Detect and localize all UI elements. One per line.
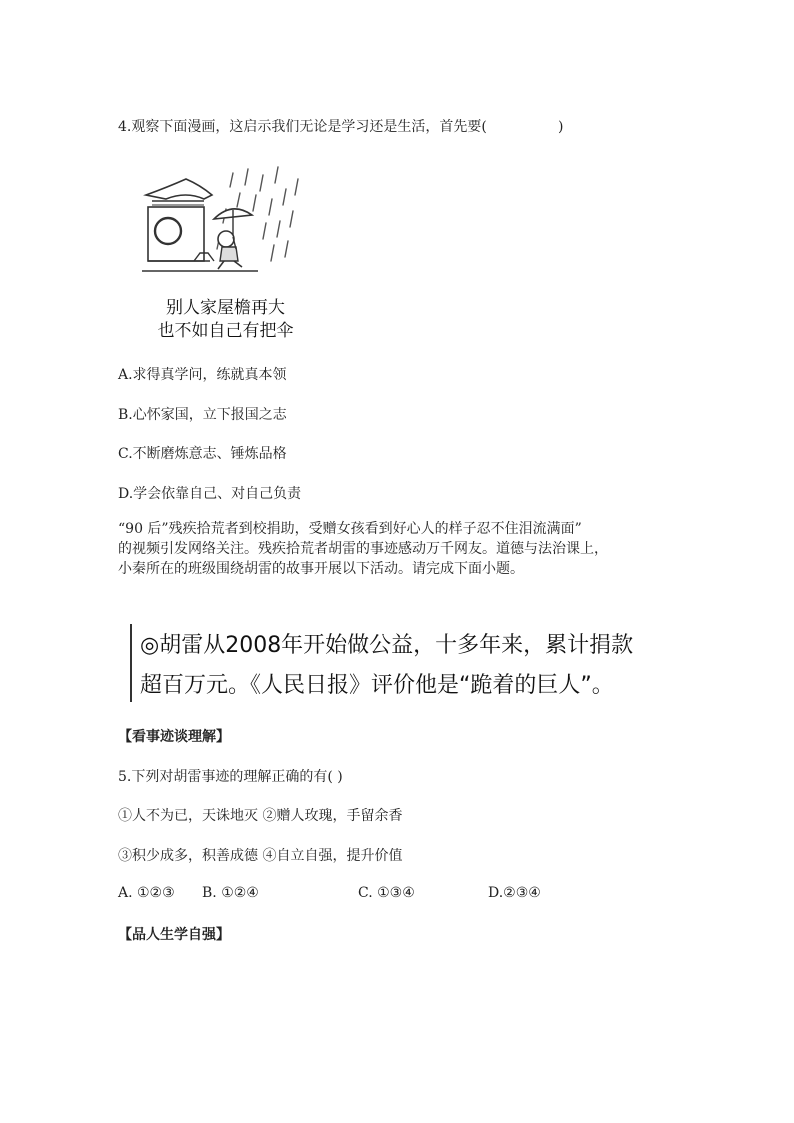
section-heading-1: 【看事迹谈理解】 bbox=[118, 729, 230, 745]
passage-line-2: 的视频引发网络关注。残疾拾荒者胡雷的事迹感动万千网友。道德与法治课上， bbox=[118, 541, 608, 557]
question-5-answers bbox=[118, 885, 578, 905]
umbrella-cartoon bbox=[138, 165, 313, 340]
question-5-stem: 5.下列对胡雷事迹的理解正确的有( ) bbox=[118, 769, 343, 785]
cartoon-caption-line-2: 也不如自己有把伞 bbox=[157, 321, 294, 341]
option-a: A.求得真学问，练就真本领 bbox=[118, 367, 287, 383]
passage-line-1: “90 后”残疾拾荒者到校捐助，受赠女孩看到好心人的样子忍不住泪流满面” bbox=[118, 521, 582, 537]
highlight-line-1: ◎胡雷从2008年开始做公益，十多年来，累计捐款 bbox=[140, 633, 634, 658]
highlight-box bbox=[130, 624, 677, 702]
highlight-line-2: 超百万元。《人民日报》评价他是“跪着的巨人”。 bbox=[140, 673, 614, 698]
option-c: C.不断磨炼意志、锤炼品格 bbox=[118, 446, 287, 462]
cartoon-caption-line-1: 别人家屋檐再大 bbox=[166, 298, 285, 318]
answer-a: A. ①②③ bbox=[118, 885, 175, 901]
section-heading-2: 【品人生学自强】 bbox=[118, 927, 230, 943]
question-5-statements-1: ①人不为已，天诛地灭 ②赠人玫瑰，手留余香 bbox=[118, 808, 403, 824]
question-4-stem: 4.观察下面漫画，这启示我们无论是学习还是生活，首先要( ) bbox=[118, 119, 564, 135]
option-d: D.学会依靠自己、对自己负责 bbox=[118, 486, 302, 502]
passage-line-3: 小秦所在的班级围绕胡雷的故事开展以下活动。请完成下面小题。 bbox=[118, 561, 524, 577]
question-5-statements-2: ③积少成多，积善成德 ④自立自强，提升价值 bbox=[118, 848, 403, 864]
answer-b: B. ①②④ bbox=[202, 885, 259, 901]
answer-d: D.②③④ bbox=[488, 885, 541, 901]
cartoon-drawing bbox=[138, 165, 313, 285]
option-b: B.心怀家国，立下报国之志 bbox=[118, 407, 287, 423]
answer-c: C. ①③④ bbox=[358, 885, 415, 901]
